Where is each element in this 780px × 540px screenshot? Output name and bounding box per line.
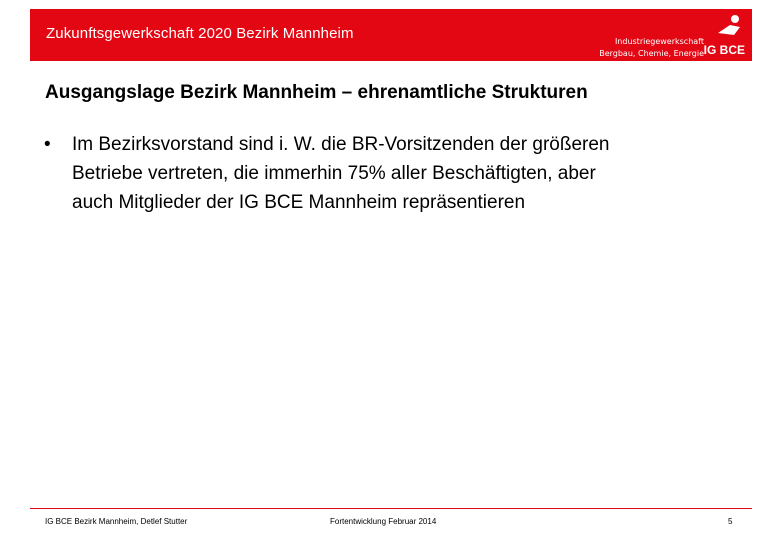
bullet-line: auch Mitglieder der IG BCE Mannheim repräsentieren xyxy=(72,192,526,213)
header-title: Zukunftsgewerkschaft 2020 Bezirk Mannheim xyxy=(46,25,354,42)
slide-title: Ausgangslage Bezirk Mannheim – ehrenamtliche Strukturen xyxy=(45,82,588,103)
footer-divider xyxy=(30,508,752,509)
bullet-item xyxy=(44,130,724,217)
logo-wordmark xyxy=(564,36,704,60)
logo-mark-text: IG BCE xyxy=(703,43,745,57)
footer-author: IG BCE Bezirk Mannheim, Detlef Stutter xyxy=(45,517,188,526)
footer-date: Fortentwicklung Februar 2014 xyxy=(330,517,437,526)
logo-line-1: Industriegewerkschaft xyxy=(614,37,704,46)
bullet-line: Betriebe vertreten, die immerhin 75% aller Beschäftigten, aber xyxy=(72,163,596,184)
header-bar xyxy=(30,9,752,61)
bullet-line: Im Bezirksvorstand sind i. W. die BR-Vorsitzenden der größeren xyxy=(72,134,610,155)
bullet-list xyxy=(44,130,724,217)
logo-figure-body xyxy=(718,25,740,35)
bullet-marker: • xyxy=(44,134,51,155)
logo-line-2: Bergbau, Chemie, Energie xyxy=(599,49,704,58)
logo-figure-head xyxy=(731,15,739,23)
page-number: 5 xyxy=(728,517,733,526)
igbce-logo-icon xyxy=(703,13,746,57)
